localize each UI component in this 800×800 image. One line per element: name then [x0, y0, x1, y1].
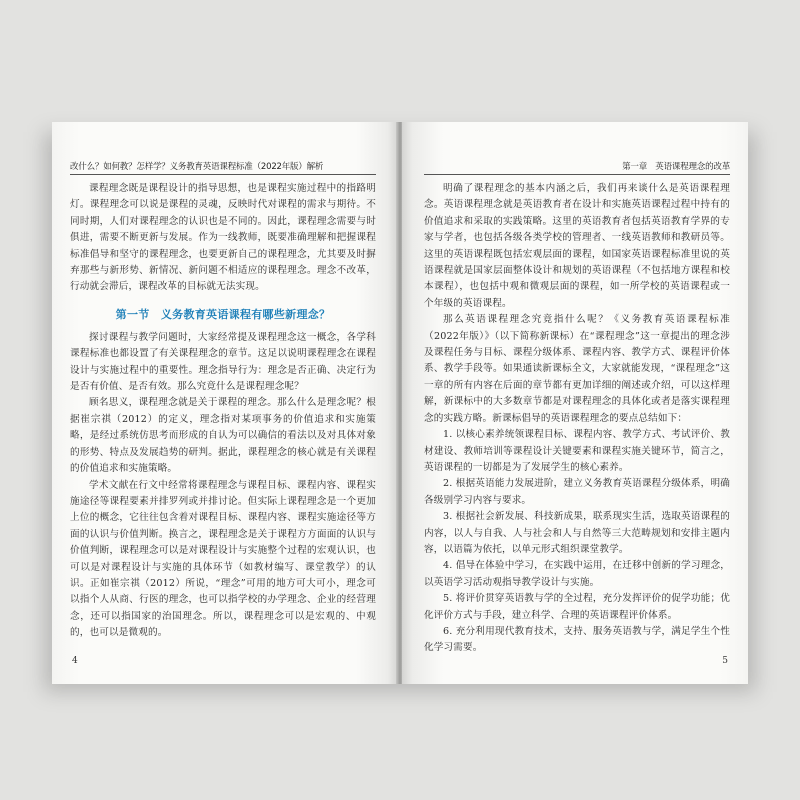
left-paragraph-4: 学术文献在行文中经常将课程理念与课程目标、课程内容、课程实施途径等课程要素并排罗列或并排讨论。但实际上课程理念是一个更加上位的概念，它往往包含着对课程目标、课程内容、课程实施途径等方面的认识与价值判断。换言之，课程理念是关于课程方方面面的认识与价值判断，课程理念可以是对课程设计与实施整个过程的宏观认识，也可以是对课程设计与实施的具体环节（如教材编写、课堂教学）的认识。正如崔宗祺（2012）所说，“理念”可用的地方可大可小，理念可以指个人从商、行医的理念，也可以指学校的办学理念、企业的经营理念，还可以指国家的治国理念。所以，课程理念可以是宏观的、中观的，也可以是微观的。	[70, 479, 376, 639]
left-paragraph-1: 课程理念既是课程设计的指导思想，也是课程实施过程中的指路明灯。课程理念可以说是课程的灵魂，反映时代对课程的需求与期待。不同时期，人们对课程理念的认识也是不同的。因此，课程理念需要与时俱进，需要不断更新与发展。作为一线教师，既要准确理解和把握课程标准倡导和坚守的课程理念，也要更新自己的课程理念，尤其要及时摒弃那些与新形势、新情况、新问题不相适应的课程理念。理念不改革，行动就会滞后，课程改革的目标就无法实现。	[70, 183, 376, 293]
left-paragraph-2: 探讨课程与教学问题时，大家经常提及课程理念这一概念，各学科课程标准也都设置了有关课程理念的章节。这足以说明课程理念在课程设计与实施过程中的重要性。理念指导行为：理念是否正确、决定行为是否有价值、是否有效。那么究竟什么是课程理念呢？	[70, 331, 376, 393]
right-running-head: 第一章 英语课程理念的改革	[424, 160, 730, 175]
section-title: 第一节 义务教育英语课程有哪些新理念？	[115, 307, 331, 321]
right-paragraph-2: 那么英语课程理念究竟指什么呢？《义务教育英语课程标准（2022年版）》（以下简称新课标）在“课程理念”这一章提出的理念涉及课程任务与目标、课程分级体系、课程内容、教学方式、课程评价体系、教学手段等。如果通读新课标全文，大家就能发现，“课程理念”这一章的所有内容在后面的章节都有更加详细的阐述或介绍，可以这样理解，新课标中的大多数章节都是对课程理念的具体化或者是落实课程理念的实践方略。新课标倡导的英语课程理念的要点总结如下：	[424, 314, 730, 424]
left-page	[52, 122, 398, 684]
list-item-4: 4. 倡导在体验中学习，在实践中运用，在迁移中创新的学习理念，以英语学习活动观指导教学设计与实施。	[424, 560, 730, 588]
list-item-1: 1. 以核心素养统领课程目标、课程内容、教学方式、考试评价、教材建设、教师培训等课程设计关键要素和课程实施关键环节，简言之，英语课程的一切都是为了发展学生的核心素养。	[424, 429, 730, 473]
list-item-6: 6. 充分利用现代教育技术，支持、服务英语教与学，满足学生个性化学习需要。	[424, 625, 730, 654]
right-page-body	[424, 181, 730, 657]
left-page-number: 4	[72, 656, 78, 666]
list-item-5: 5. 将评价贯穿英语教与学的全过程，充分发挥评价的促学功能；优化评价方式与手段，建立科学、合理的英语课程评价体系。	[424, 593, 730, 621]
list-item-3: 3. 根据社会新发展、科技新成果，联系现实生活，选取英语课程的内容，以人与自我、人与社会和人与自然等三大范畴规划和安排主题内容，以语篇为依托，以单元形式组织课堂教学。	[424, 511, 730, 555]
list-item-2: 2. 根据英语能力发展进阶，建立义务教育英语课程分级体系，明确各级别学习内容与要求。	[424, 478, 730, 506]
right-paragraph-1: 明确了课程理念的基本内涵之后，我们再来谈什么是英语课程理念。英语课程理念就是英语教育者在设计和实施英语课程过程中持有的价值追求和采取的实践策略。这里的英语教育者包括英语教育学界的专家与学者，也包括各级各类学校的管理者、一线英语教师和教研员等。这里的英语课程既包括宏观层面的课程，如国家英语课程标准里说的英语课程就是国家层面整体设计和规划的英语课程（不包括地方课程和校本课程），也包括中观和微观层面的课程，如一所学校的英语课程或一个年级的英语课程。	[424, 183, 730, 309]
open-book	[52, 122, 748, 684]
left-running-head: 改什么？如何教？怎样学？义务教育英语课程标准（2022年版）解析	[70, 160, 376, 175]
right-page	[402, 122, 748, 684]
right-page-number: 5	[722, 656, 728, 666]
left-paragraph-3: 顾名思义，课程理念就是关于课程的理念。那么什么是理念呢？根据崔宗祺（2012）的定义，理念指对某项事务的价值追求和实施策略，是经过系统仿思考而形成的自认为可以确信的看法以及对具体对象的形势、特点及发展趋势的研判。据此，课程理念的核心就是有关课程的价值追求和实施策略。	[70, 397, 376, 475]
left-page-body	[70, 181, 376, 642]
